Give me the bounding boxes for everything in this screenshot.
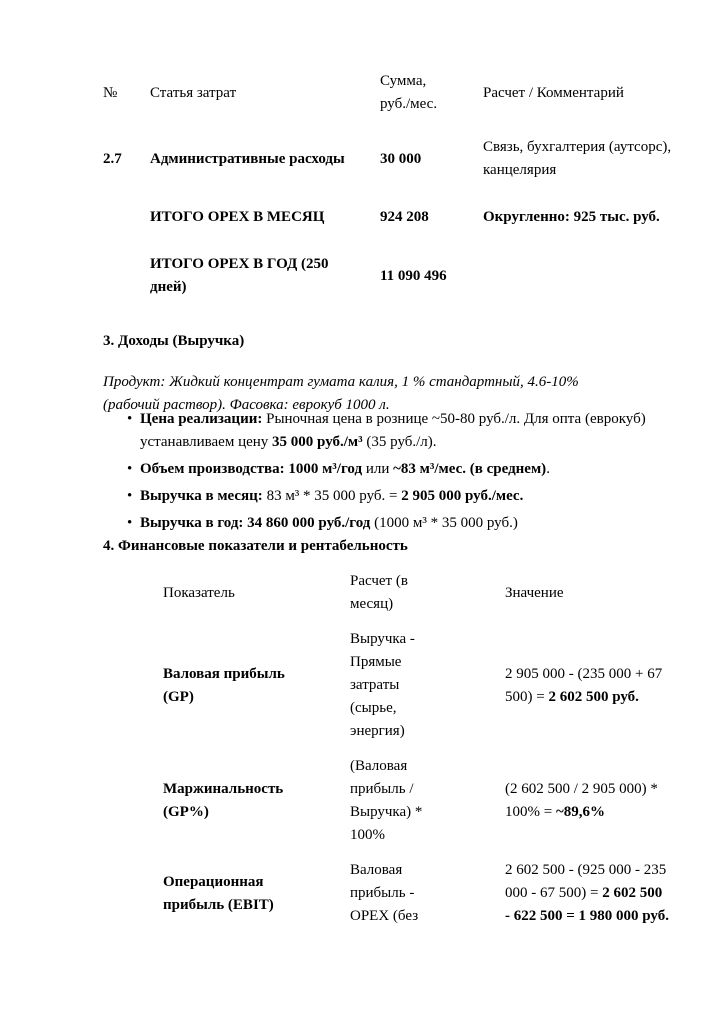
metric-calc: Выручка - Прямые затраты (сырье, энергия) [350, 631, 415, 739]
bullet-text: или [362, 461, 394, 477]
opex-total-month-sum: 924 208 [380, 209, 429, 225]
value-result-text: ~89,6% [555, 804, 606, 820]
bullet-text: Рыночная цена в рознице ~50-80 руб./л. Для опта (еврокуб) устанавливаем цену [140, 411, 646, 450]
table-row [103, 206, 703, 229]
bullet-lead: Выручка в месяц: [140, 488, 263, 504]
metric-label: Операционная прибыль (EBIT) [163, 873, 274, 913]
metric-value [505, 663, 670, 709]
opex-total-year-label: ИТОГО OPEX В ГОД (250 дней) [150, 256, 329, 295]
opex-total-month-comment: Округленно: 925 тыс. руб. [483, 209, 660, 225]
bullet-text: (35 руб./л). [362, 434, 437, 450]
product-note: Продукт: Жидкий концентрат гумата калия, 1 % стандартный, 4.6-10% (рабочий раствор). Фасовка: еврокуб 1000 л. [103, 374, 579, 413]
fin-header-value: Значение [505, 584, 564, 601]
list-item [103, 458, 673, 481]
bullet-bold: 35 000 руб./м³ [272, 434, 363, 450]
cost-item-comment: Связь, бухгалтерия (аутсорс), канцелярия [483, 139, 672, 178]
metric-label: Валовая прибыль (GP) [163, 665, 285, 705]
opex-total-year-sum: 11 090 496 [380, 267, 447, 284]
bullet-text: . [546, 461, 550, 477]
bullet-text: 83 м³ * 35 000 руб. = [262, 488, 402, 504]
value-calc-text: 2 905 000 - (235 000 + 67 500) = [505, 665, 663, 705]
opex-total-month-label: ИТОГО OPEX В МЕСЯЦ [150, 209, 325, 225]
bullet-bold: ~83 м³/мес. (в среднем) [393, 461, 547, 477]
metric-value [505, 859, 670, 928]
metric-calc: Валовая прибыль - OPEX (без [350, 862, 419, 924]
bullet-icon: • [127, 488, 133, 504]
row-number: 2.7 [103, 150, 122, 167]
table-row [163, 859, 675, 928]
fin-header-calc: Расчет (в месяц) [350, 573, 408, 612]
value-calc-text: 2 602 500 - (925 000 - 235 000 - 67 500) = [505, 862, 667, 901]
metric-value [505, 778, 670, 824]
bullet-lead: Объем производства: 1000 м³/год [140, 461, 363, 477]
table-row [163, 628, 675, 743]
list-item [103, 485, 673, 508]
financials-table [163, 570, 675, 928]
section-heading-financials: 4. Финансовые показатели и рентабельность [103, 538, 408, 554]
table-row [103, 253, 703, 299]
fin-header-metric: Показатель [163, 584, 235, 601]
list-item [103, 512, 673, 535]
bullet-text: (1000 м³ * 35 000 руб.) [370, 515, 518, 531]
section-heading-revenue: 3. Доходы (Выручка) [103, 333, 245, 349]
bullet-lead: Цена реализации: [140, 411, 263, 427]
cost-item-label: Административные расходы [150, 150, 345, 167]
opex-table [103, 70, 703, 299]
opex-header-item: Статья затрат [150, 84, 237, 101]
opex-header-row [103, 70, 703, 116]
bullet-bold: 2 905 000 руб./мес. [401, 488, 524, 504]
bullet-icon: • [127, 515, 133, 531]
metric-calc: (Валовая прибыль / Выручка) * 100% [350, 758, 423, 843]
metric-label: Маржинальность (GP%) [163, 781, 284, 820]
opex-header-num: № [103, 84, 118, 101]
bullet-icon: • [127, 411, 133, 427]
table-row [163, 755, 675, 847]
bullet-icon: • [127, 461, 133, 477]
opex-header-sum: Сумма, руб./мес. [380, 73, 438, 112]
financials-header-row [163, 570, 675, 616]
list-item [103, 408, 673, 454]
value-calc-text: (2 602 500 / 2 905 000) * 100% = [505, 781, 658, 820]
table-row [103, 136, 703, 182]
value-result-text: 2 602 500 руб. [548, 688, 639, 705]
bullet-lead: Выручка в год: 34 860 000 руб./год [140, 515, 371, 531]
cost-item-sum: 30 000 [380, 150, 422, 167]
revenue-bullet-list [103, 408, 673, 539]
value-result-text: 2 602 500 - 622 500 = 1 980 000 руб. [505, 885, 669, 924]
opex-header-comment: Расчет / Комментарий [483, 84, 624, 101]
